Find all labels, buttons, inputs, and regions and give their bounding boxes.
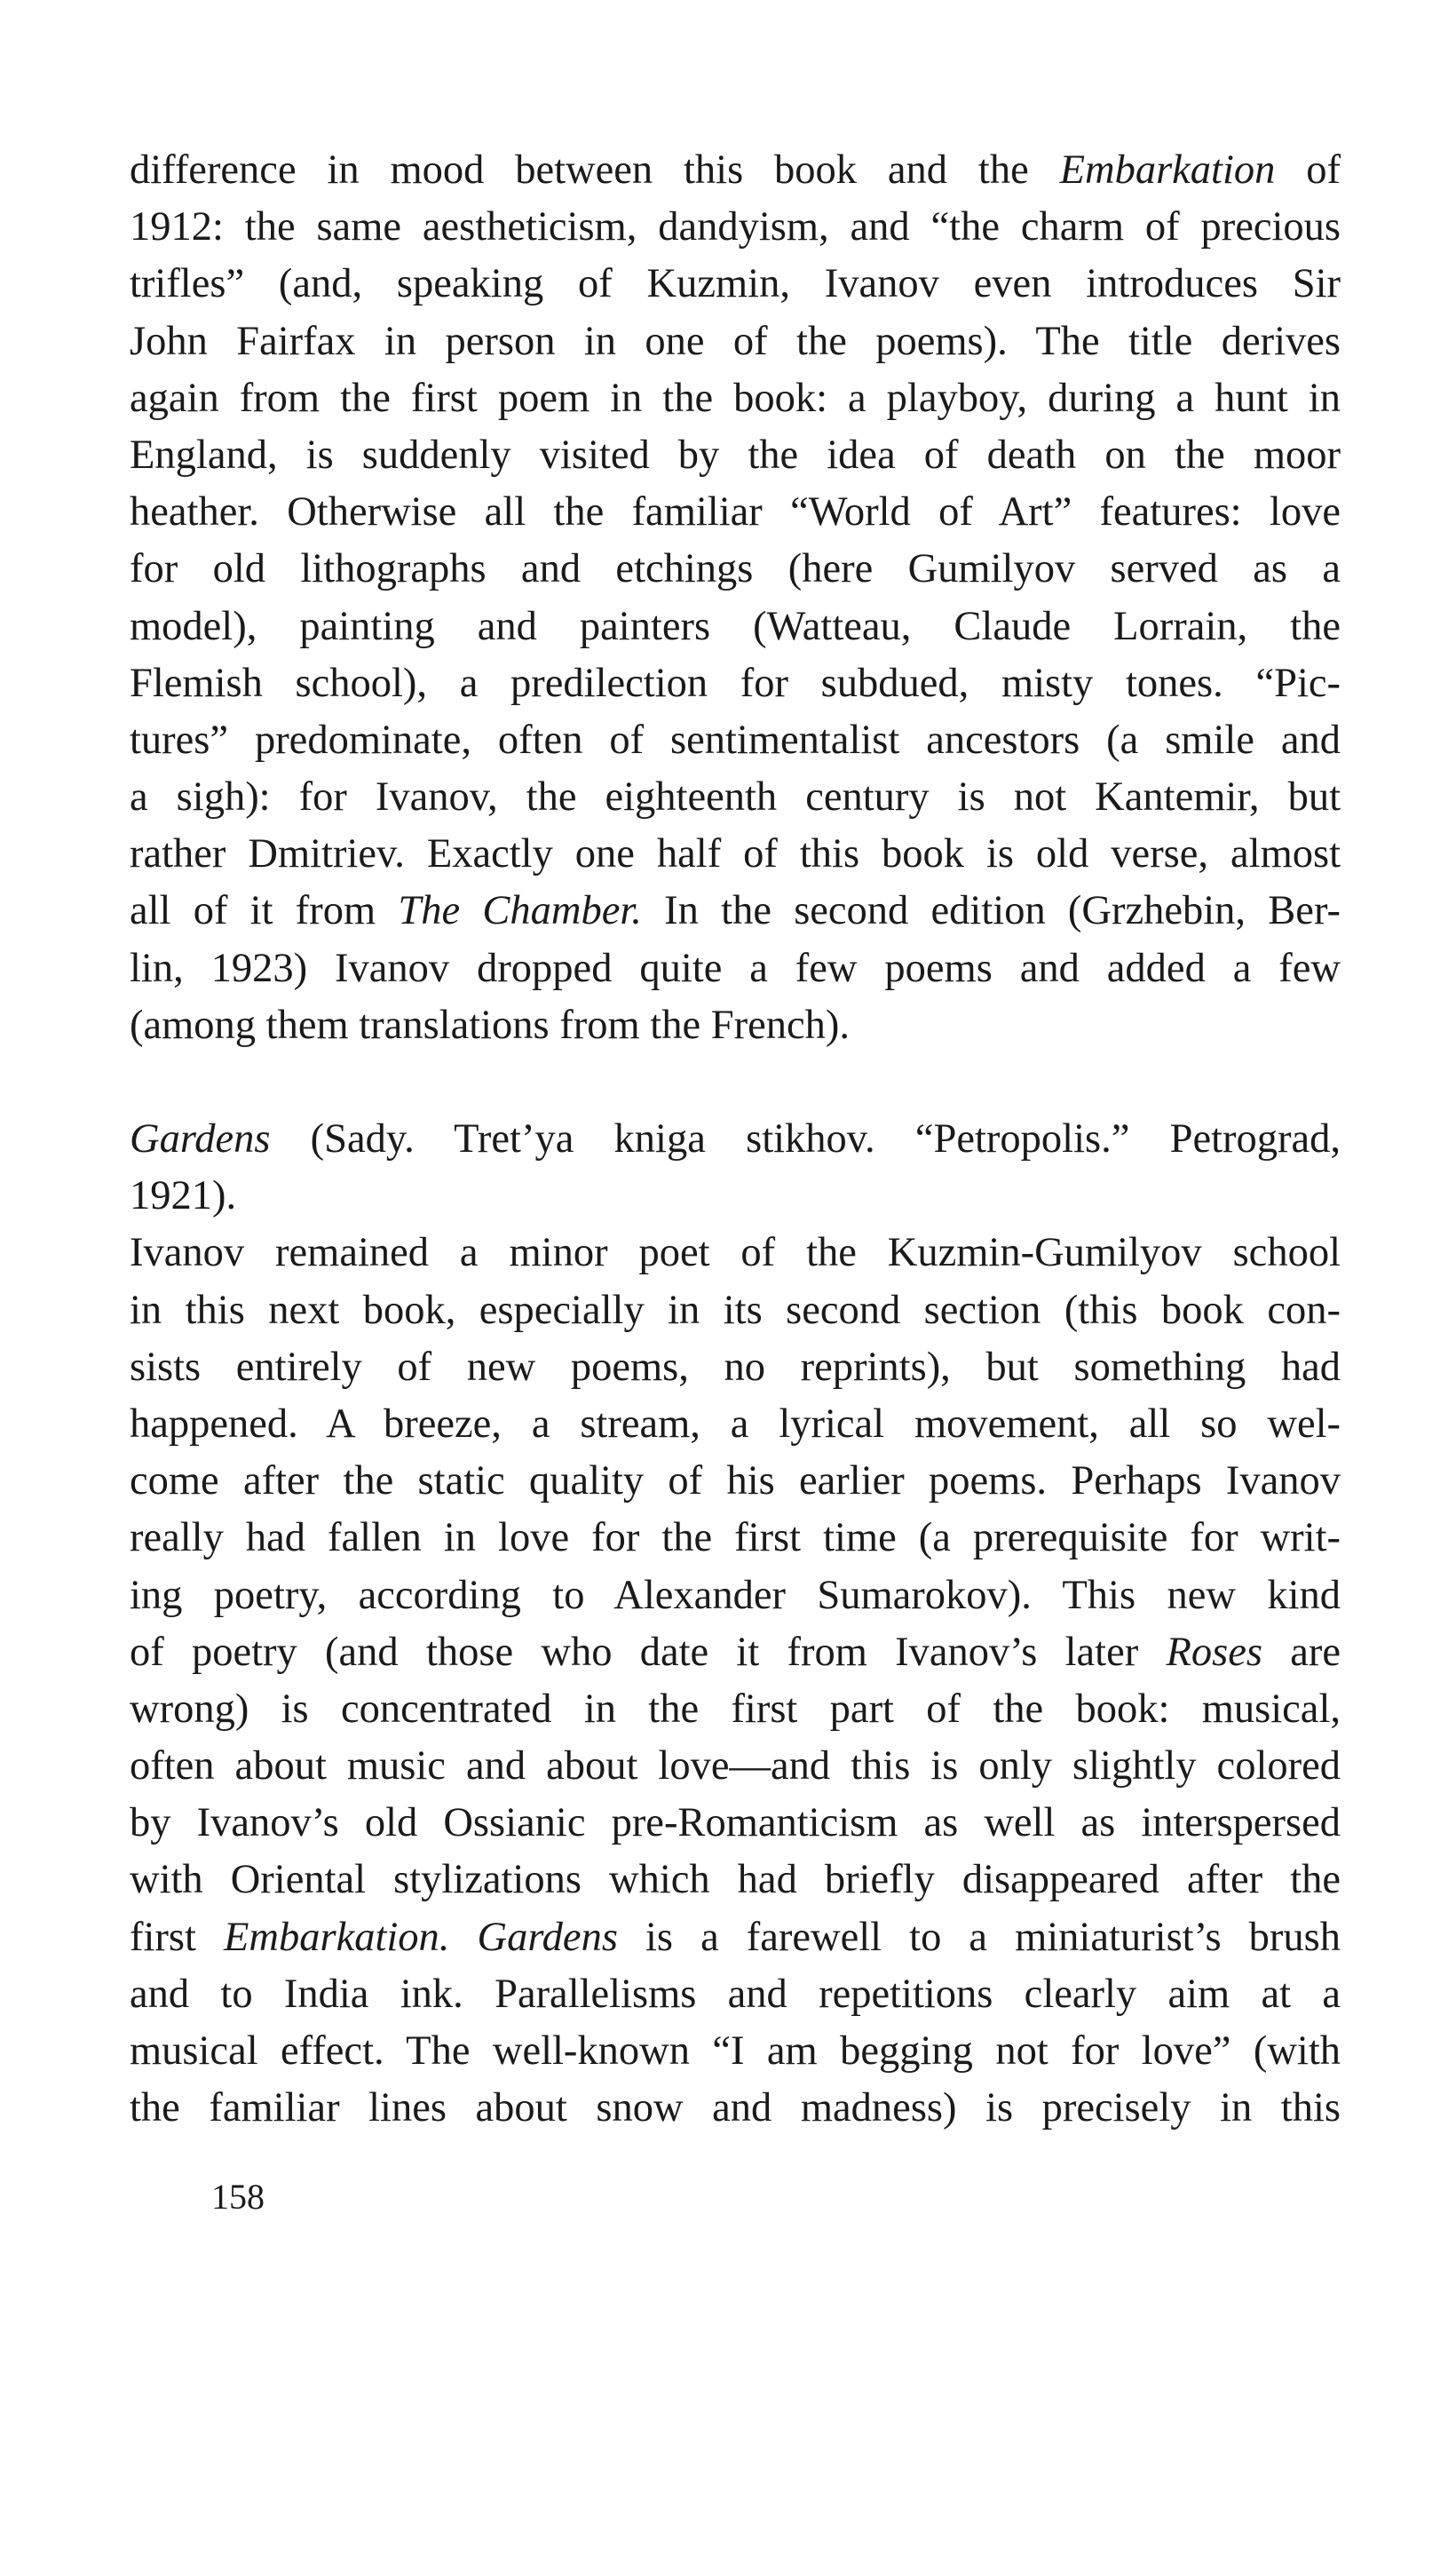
text-line: with Oriental stylizations which had briefly disappeared after the [130,1857,1341,1903]
text-line: difference in mood between this book and the Embarkation of [130,147,1341,193]
book-title-embarkation: Embarkation [1059,147,1276,193]
text-line: lin, 1923) Ivanov dropped quite a few poems and added a few [130,945,1341,991]
text-line: rather Dmitriev. Exactly one half of this book is old verse, almost [130,831,1341,877]
text-line: ing poetry, according to Alexander Sumarokov). This new kind [130,1572,1341,1618]
text-line: 1921). [130,1173,237,1219]
text-line: heather. Otherwise all the familiar “World of Art” features: love [130,489,1341,536]
body-text [130,142,1341,2137]
text-line: and to India ink. Parallelisms and repetitions clearly aim at a [130,1971,1341,2017]
text-line: really had fallen in love for the first time (a prerequisite for writ- [130,1515,1341,1561]
text-line: Flemish school), a predilection for subdued, misty tones. “Pic- [130,660,1341,706]
text-line: a sigh): for Ivanov, the eighteenth century is not Kantemir, but [130,774,1341,821]
text-line: often about music and about love—and this is only slightly colored [130,1743,1341,1789]
text-line: 1912: the same aestheticism, dandyism, and “the charm of precious [130,204,1341,250]
book-titles-embarkation-gardens: Embarkation. Gardens [223,1914,618,1960]
text-line: England, is suddenly visited by the idea of death on the moor [130,432,1341,478]
text-line: again from the first poem in the book: a playboy, during a hunt in [130,375,1341,421]
entry-heading-gardens [130,1111,1341,1225]
paragraph-embarkation-comparison [130,142,1341,1054]
text-line: first Embarkation. Gardens is a farewell to a miniaturist’s brush [130,1914,1341,1960]
page-number: 158 [211,2177,265,2217]
book-title-roses: Roses [1166,1629,1262,1675]
text-line: trifles” (and, speaking of Kuzmin, Ivanov even introduces Sir [130,261,1341,307]
book-title-gardens: Gardens [130,1116,271,1162]
text-line: happened. A breeze, a stream, a lyrical movement, all so wel- [130,1401,1341,1447]
text-line: tures” predominate, often of sentimentalist ancestors (a smile and [130,717,1341,763]
text-line: the familiar lines about snow and madness) is precisely in this [130,2085,1341,2131]
text-line: (among them translations from the French). [130,1002,850,1048]
text-line: of poetry (and those who date it from Ivanov’s later Roses are [130,1629,1341,1675]
paragraph-gardens-description [130,1225,1341,2137]
text-line: Gardens (Sady. Tret’ya kniga stikhov. “Petropolis.” Petrograd, [130,1116,1341,1162]
text-line: sists entirely of new poems, no reprints), but something had [130,1344,1341,1390]
text-line: by Ivanov’s old Ossianic pre-Romanticism as well as interspersed [130,1800,1341,1846]
text-line: in this next book, especially in its second section (this book con- [130,1287,1341,1333]
text-line: wrong) is concentrated in the first part of the book: musical, [130,1686,1341,1732]
text-line: all of it from The Chamber. In the second edition (Grzhebin, Ber- [130,888,1341,934]
book-title-the-chamber: The Chamber. [398,888,642,934]
text-line: come after the static quality of his earlier poems. Perhaps Ivanov [130,1458,1341,1504]
text-line: model), painting and painters (Watteau, Claude Lorrain, the [130,603,1341,649]
paragraph-gap [130,1054,1341,1111]
text-line: for old lithographs and etchings (here Gumilyov served as a [130,546,1341,592]
text-line: Ivanov remained a minor poet of the Kuzmin-Gumilyov school [130,1230,1341,1276]
text-line: John Fairfax in person in one of the poems). The title derives [130,318,1341,364]
text-line: musical effect. The well-known “I am begging not for love” (with [130,2028,1341,2074]
